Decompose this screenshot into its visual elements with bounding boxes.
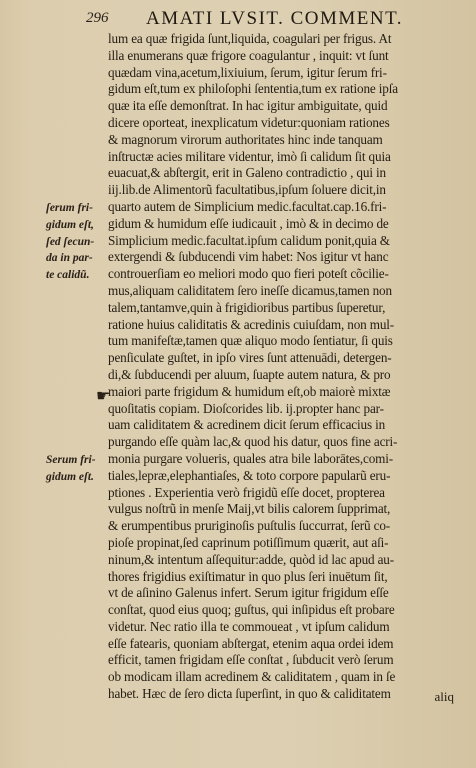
text-line: extergendi & ſubducendi vim habet: Nos igitur vt hanc [108, 249, 389, 265]
text-line: ptiones . Experientia verò frigidũ eſſe docet, propterea [108, 484, 385, 500]
text-line: quæ ita eſſe demonſtrat. In hac igitur ambiguitate, quid [108, 98, 388, 114]
text-line: lum ea quæ frigida ſunt,liquida, coagulari per frigus. At [108, 31, 392, 46]
running-title: AMATI LVSIT. COMMENT. [146, 8, 404, 29]
text-line: tum manifeſtæ,tamen quæ aliquo modo ſentiatur, ſi quis [108, 333, 393, 349]
margin-note-line: gidum eſt, [46, 218, 94, 231]
page-header [86, 8, 476, 32]
margin-note-line: ſerum fri- [46, 202, 93, 214]
text-line: ob modicam illam acredinem & caliditatem , quam in ſe [108, 669, 396, 685]
text-line: iij.lib.de Alimentorũ facultatibus,ipſum ſoluere dicit,in [108, 182, 386, 198]
manicule-icon: ☛ [96, 388, 111, 405]
margin-note-serum-frigidum [46, 452, 110, 486]
text-line: uam caliditatem & acredinem dicit ſerum efficacius in [108, 417, 386, 433]
text-line: tiales,lepræ,elephantiaſes, & toto corpore papularũ eru- [108, 467, 391, 483]
margin-note-line: ſed ſecun- [46, 235, 95, 248]
margin-note-line: gidum eſt. [46, 470, 94, 483]
text-line: & erumpentibus pruriginoſis puſtulis ſuccurrat, ſerũ co- [108, 518, 391, 534]
text-line: purgando eſſe quàm lac,& quod his datur, quos fine acri- [108, 434, 398, 450]
text-line: maiori parte frigidum & humidum eſt,ob maiorè mixtæ [108, 383, 391, 399]
text-line: quædam vina,acetum,lixiuium, ſerum, igitur ſerum fri- [108, 64, 387, 80]
text-line: pioſe propinat,ſed caprinum potiſſimum quærit, aut aſi- [108, 534, 389, 550]
margin-note-line: da in par- [46, 252, 93, 265]
text-line: di,& ſubducendi per aluum, ſuapte autem natura, & pro [108, 366, 391, 382]
text-line: ninum,& intentum aſſequitur:adde, quòd id lac apud au- [108, 551, 394, 567]
text-line: quoſitatis copiam. Dioſcorides lib. ij.propter hanc par- [108, 400, 384, 416]
text-line: monia purgare volueris, quales atra bile laborātes,comi- [108, 450, 394, 466]
text-line: eſſe fatearis, quoniam abſtergat, etenim aqua ordei idem [108, 635, 394, 651]
text-line: controuerſiam eo meliori modo quo fieri poteſt cõcilie- [108, 266, 389, 282]
page-number: 296 [86, 10, 109, 26]
text-line: & magnorum virorum authoritates hinc inde tanquam [108, 131, 383, 147]
text-line: talem,tantamve,quin à frigidioribus partibus ſuperetur, [108, 299, 386, 315]
text-line: penſiculate guſtet, in ipſo vires ſunt attenuādi, detergen- [108, 350, 392, 366]
text-line: illa enumerans quæ frigore coagulantur , inquit: vt ſunt [108, 47, 389, 63]
text-line: vt de aſinino Galenus infert. Serum igitur frigidum eſſe [108, 585, 389, 601]
margin-note-line: Serum fri- [46, 454, 96, 466]
text-line: videtur. Nec ratio illa te commoueat , vt ipſum calidum [108, 618, 390, 634]
text-line: thores frigidius exiſtimatur in quo plus ſeri inuētum ſit, [108, 568, 388, 584]
text-line: gidum eſt,tum ex philoſophi ſententia,tum ex ratione ipſa [108, 81, 398, 97]
text-line: conſtat, quod eius quoq; guſtus, qui inſipidus eſt probare [108, 602, 395, 618]
margin-note-line: te calidũ. [46, 269, 90, 282]
text-line: vulgus noſtrũ in menſe Maij,vt bilis calorem ſupprimat, [108, 501, 391, 517]
catchword: aliq [434, 689, 454, 704]
main-text-block [108, 31, 466, 703]
text-line: quarto autem de Simplicium medic.facultat.cap.16.fri- [108, 198, 387, 214]
text-line: ratione huius caliditatis & acredinis cuiuſdam, non mul- [108, 316, 395, 332]
text-line: inſtructæ acies militare videntur, imò ſi calidum ſit quia [108, 148, 391, 164]
text-line: habet. Hæc de ſero dicta ſuperſint, in quo & caliditatem [108, 686, 391, 702]
text-line: efficit, tamen frigidam eſſe conſtat , ſubducit verò ſerum [108, 652, 394, 668]
text-line: dicere oporteat, inexplicatum videtur:quoniam rationes [108, 114, 390, 130]
margin-note-serum-frigidum-secunda [46, 200, 110, 284]
text-line: Simplicium medic.facultat.ipſum calidum ponit,quia & [108, 232, 390, 248]
text-line: gidum & humidum eſſe iudicauit , imò & in decimo de [108, 215, 389, 231]
text-line: mus,aliquam caliditatem ſero ineſſe dicamus,tamen non [108, 282, 392, 298]
text-line: euacuat,& abſtergit, erit in Galeno contradictio , qui in [108, 165, 386, 181]
